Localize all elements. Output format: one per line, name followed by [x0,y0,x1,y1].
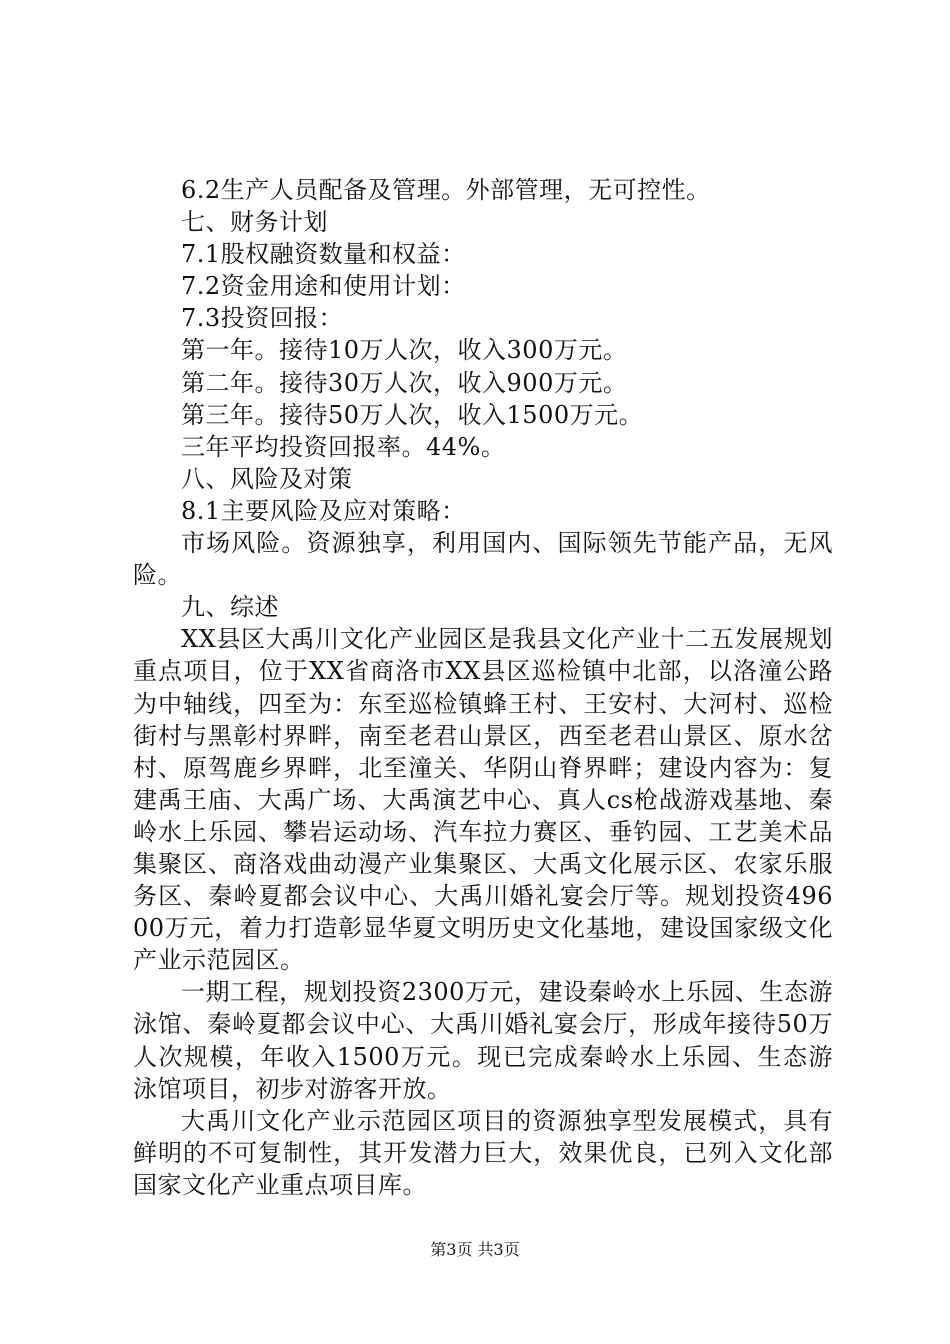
paragraph-year-three: 第三年。接待50万人次，收入1500万元。 [181,400,644,429]
paragraph-market-risk: 市场风险。资源独享，利用国内、国际领先节能产品，无风险。 [133,529,833,590]
paragraph-fund-usage: 7.2资金用途和使用计划： [181,272,466,301]
heading-summary: 九、综述 [181,593,279,622]
page-footer: 第3页 共3页 [430,1240,520,1259]
paragraph-equity-financing: 7.1股权融资数量和权益： [181,240,466,269]
heading-financial-plan: 七、财务计划 [181,208,328,237]
heading-risks: 八、风险及对策 [181,464,353,493]
paragraph-investment-return: 7.3投资回报： [181,304,344,333]
paragraph-phase-one: 一期工程，规划投资2300万元，建设秦岭水上乐园、生态游泳馆、秦岭夏都会议中心、大禹川婚礼宴会厅，形成年接待50万人次规模，年收入1500万元。现已完成秦岭水上乐园、生态游泳馆项目，初步对游客开放。 [133,978,833,1103]
paragraph-park-overview: XX县区大禹川文化产业园区是我县文化产业十二五发展规划重点项目，位于XX省商洛市XX县区巡检镇中北部，以洛潼公路为中轴线，四至为：东至巡检镇蜂王村、王安村、大河村、巡检街村与黑彰村界畔，南至老君山景区，西至老君山景区、原水岔村、原驾鹿乡界畔，北至潼关、华阴山脊界畔；建设内容为：复建禹王庙、大禹广场、大禹演艺中心、真人cs枪战游戏基地、秦岭水上乐园、攀岩运动场、汽车拉力赛区、垂钓园、工艺美术品集聚区、商洛戏曲动漫产业集聚区、大禹文化展示区、农家乐服务区、秦岭夏都会议中心、大禹川婚礼宴会厅等。规划投资49600万元，着力打造彰显华夏文明历史文化基地，建设国家级文化产业示范园区。 [133,625,833,975]
paragraph-year-two: 第二年。接待30万人次，收入900万元。 [181,368,628,397]
paragraph-staffing: 6.2生产人员配备及管理。外部管理，无可控性。 [181,176,711,204]
paragraph-main-risks: 8.1主要风险及应对策略： [181,496,466,525]
paragraph-average-return: 三年平均投资回报率。44%。 [181,432,506,461]
paragraph-year-one: 第一年。接待10万人次，收入300万元。 [181,336,628,365]
paragraph-development-model: 大禹川文化产业示范园区项目的资源独享型发展模式，具有鲜明的不可复制性，其开发潜力巨大，效果优良，已列入文化部国家文化产业重点项目库。 [133,1106,833,1199]
document-body [133,174,833,1201]
